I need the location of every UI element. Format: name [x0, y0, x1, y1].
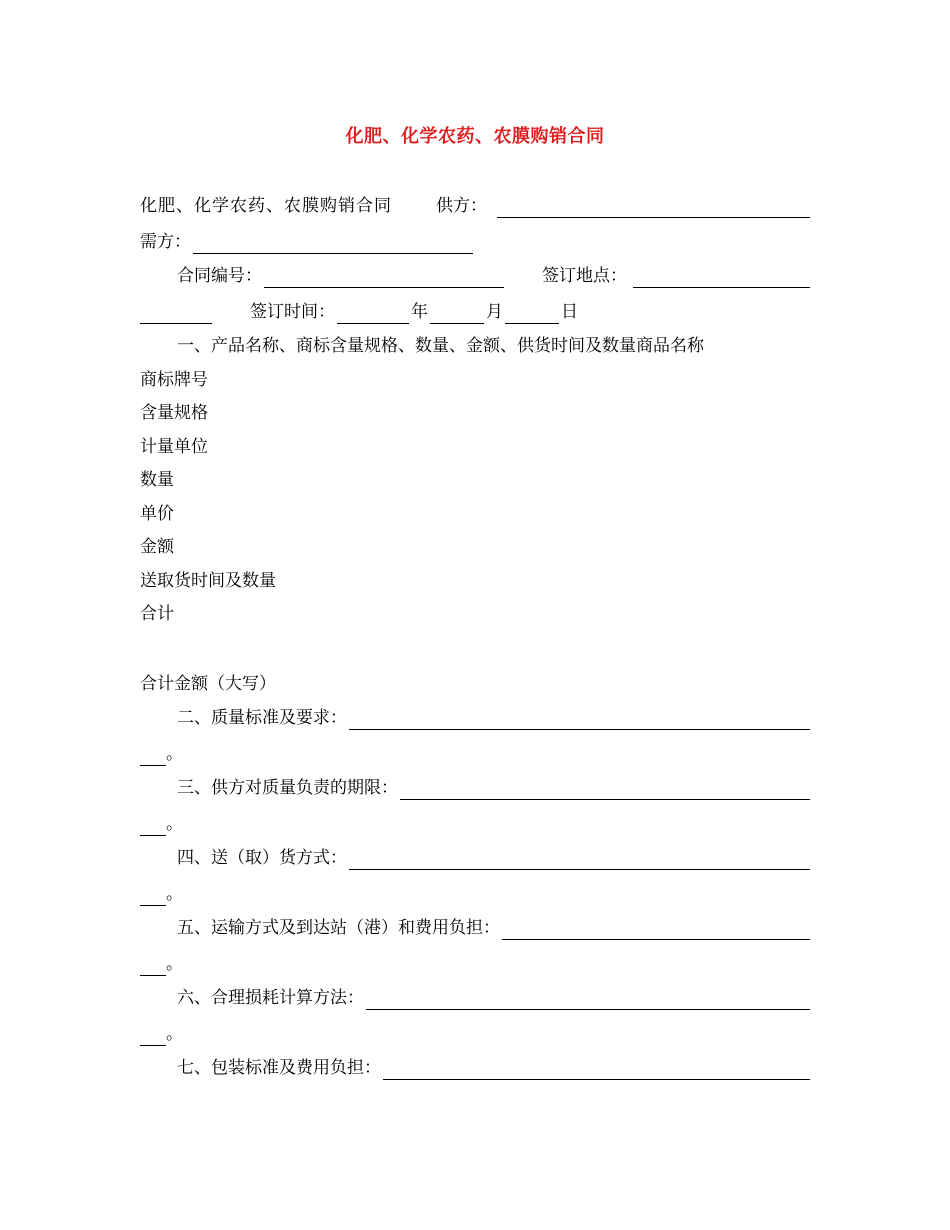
clause-transport-cont: [140, 952, 812, 976]
clause-delivery-method: [140, 846, 812, 870]
supplier-blank[interactable]: [497, 201, 810, 218]
contract-no-blank[interactable]: [264, 271, 504, 288]
sign-time-line: [140, 300, 812, 324]
document-title: 化肥、化学农药、农膜购销合同: [345, 126, 605, 147]
supplier-label: 供方：: [436, 196, 487, 216]
field-total: 合计: [140, 604, 174, 624]
clause-blank-cont[interactable]: [140, 819, 166, 836]
clause-quality-period-cont: [140, 812, 812, 836]
clause-label: 五、运输方式及到达站（港）和费用负担：: [177, 918, 500, 938]
clause-blank-cont[interactable]: [140, 1029, 166, 1046]
sign-place-blank-cont[interactable]: [140, 307, 212, 324]
field-quantity: 数量: [140, 470, 174, 490]
doc-name-text: 化肥、化学农药、农膜购销合同: [140, 196, 392, 216]
buyer-label: 需方：: [140, 232, 191, 252]
field-unit-price: 单价: [140, 504, 174, 524]
month-blank[interactable]: [430, 307, 484, 324]
buyer-blank[interactable]: [193, 237, 473, 254]
total-amount-uppercase: 合计金额（大写）: [140, 674, 276, 694]
field-unit: 计量单位: [140, 437, 208, 457]
sign-place-blank[interactable]: [633, 271, 810, 288]
clause-label: 七、包装标准及费用负担：: [177, 1058, 381, 1078]
clause-end-mark: 。: [166, 1024, 183, 1044]
field-spec: 含量规格: [140, 403, 208, 423]
sign-place-label: 签订地点：: [542, 266, 627, 286]
day-blank[interactable]: [505, 307, 559, 324]
clause-quality-standard: [140, 706, 812, 730]
clause-end-mark: 。: [166, 814, 183, 834]
contract-no-line: [140, 264, 812, 288]
year-blank[interactable]: [337, 307, 409, 324]
field-brand: 商标牌号: [140, 370, 208, 390]
clause-quality-standard-cont: [140, 742, 812, 766]
month-label: 月: [486, 302, 503, 322]
clause-quality-period: [140, 776, 812, 800]
clause-blank[interactable]: [349, 713, 810, 730]
clause-blank[interactable]: [349, 853, 810, 870]
clause-blank-cont[interactable]: [140, 959, 166, 976]
clause-blank[interactable]: [383, 1063, 810, 1080]
clause-delivery-method-cont: [140, 882, 812, 906]
contract-no-label: 合同编号：: [177, 266, 262, 286]
clause-loss-calculation-cont: [140, 1022, 812, 1046]
section1-heading: 一、产品名称、商标含量规格、数量、金额、供货时间及数量商品名称: [177, 336, 704, 356]
supplier-line: [140, 194, 812, 218]
sign-time-label: 签订时间：: [250, 302, 335, 322]
clause-transport: [140, 916, 812, 940]
clause-blank[interactable]: [400, 783, 810, 800]
day-label: 日: [561, 302, 578, 322]
clause-end-mark: 。: [166, 884, 183, 904]
clause-packaging: [140, 1056, 812, 1080]
clause-blank-cont[interactable]: [140, 749, 166, 766]
field-amount: 金额: [140, 537, 174, 557]
clause-label: 二、质量标准及要求：: [177, 708, 347, 728]
clause-end-mark: 。: [166, 954, 183, 974]
clause-blank[interactable]: [366, 993, 810, 1010]
field-delivery-time: 送取货时间及数量: [140, 571, 276, 591]
buyer-line: [140, 230, 812, 254]
clause-end-mark: 。: [166, 744, 183, 764]
clause-label: 三、供方对质量负责的期限：: [177, 778, 398, 798]
clause-label: 六、合理损耗计算方法：: [177, 988, 364, 1008]
year-label: 年: [411, 302, 428, 322]
clause-blank[interactable]: [502, 923, 810, 940]
clause-loss-calculation: [140, 986, 812, 1010]
clause-blank-cont[interactable]: [140, 889, 166, 906]
clause-label: 四、送（取）货方式：: [177, 848, 347, 868]
